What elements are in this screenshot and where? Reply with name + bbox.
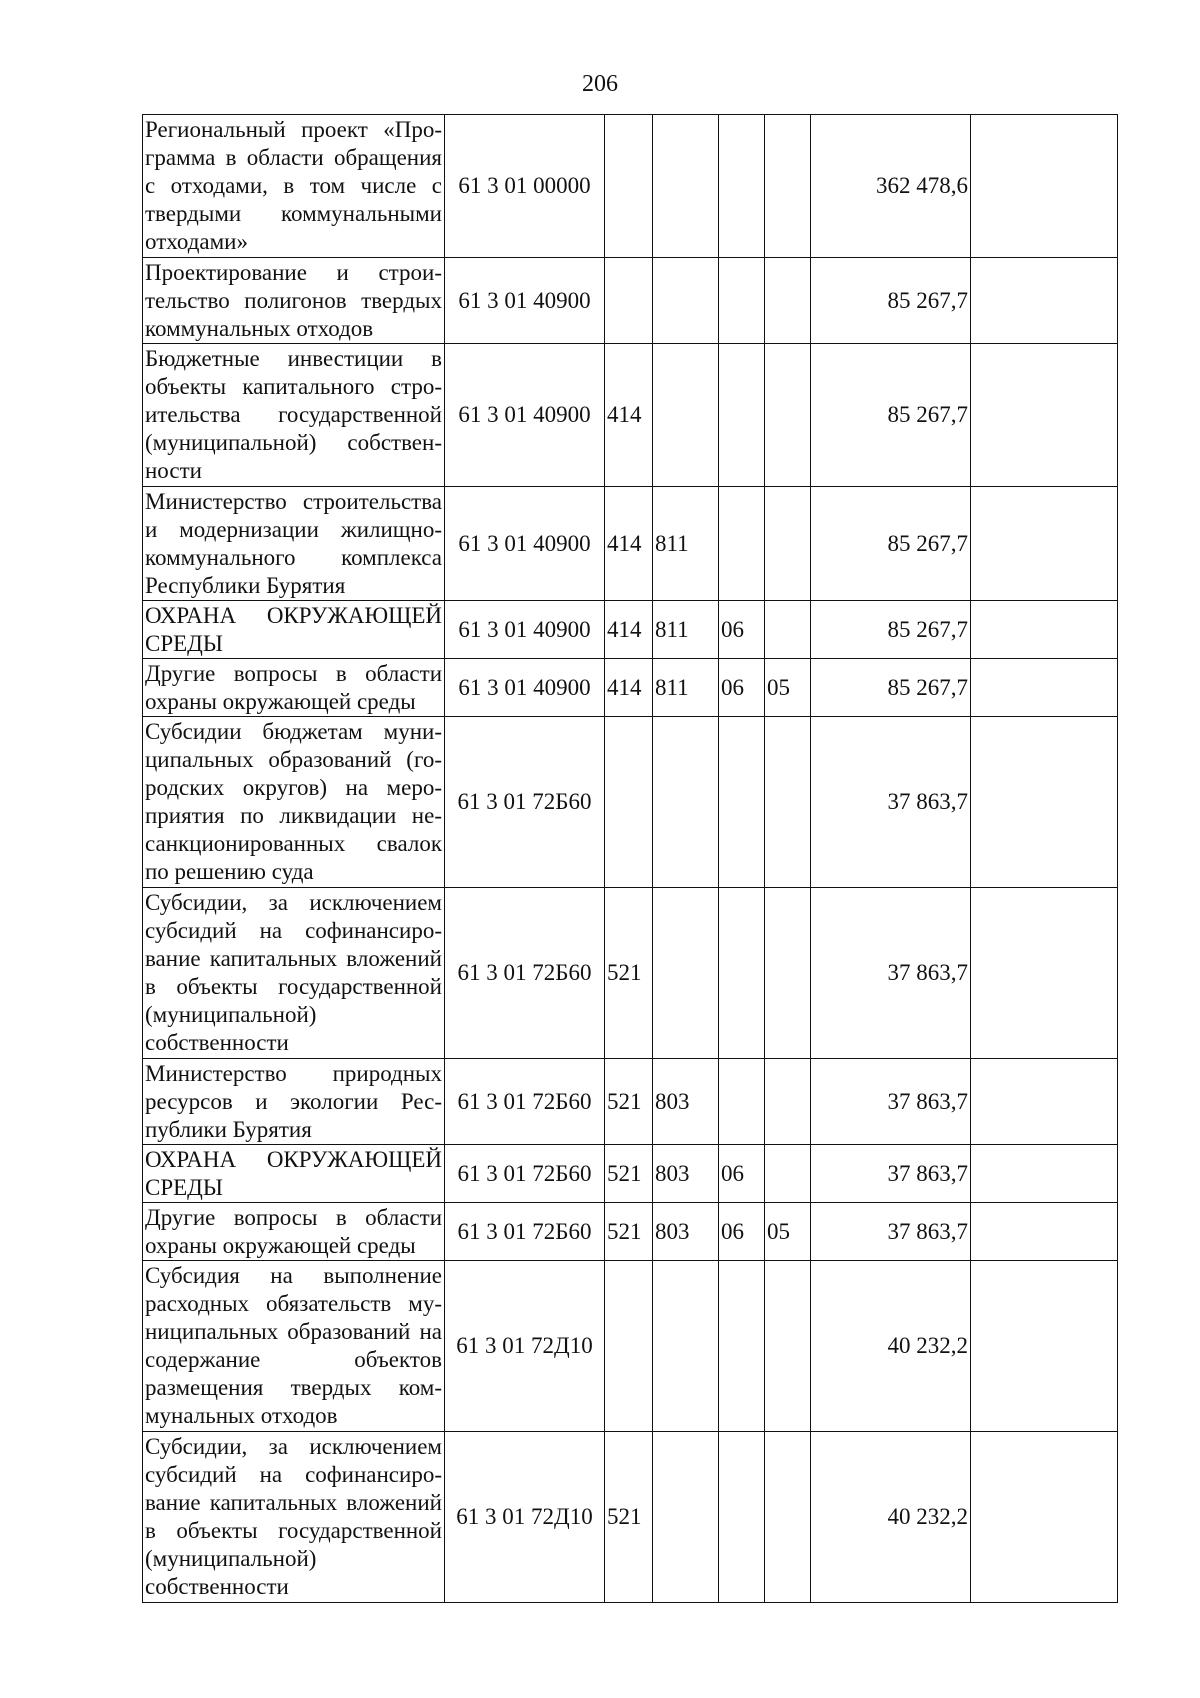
table-row (143, 487, 1118, 601)
amount: 85 267,7 (811, 258, 971, 344)
table-row (143, 1432, 1118, 1603)
empty-cell (971, 1059, 1118, 1145)
table-row (143, 1059, 1118, 1145)
empty-cell (971, 888, 1118, 1059)
ministry-code: 811 (653, 659, 719, 717)
section-code (719, 1261, 765, 1432)
target-code: 61 3 01 40900 (445, 344, 605, 487)
ministry-code: 803 (653, 1145, 719, 1203)
section-code (719, 1432, 765, 1603)
table-row (143, 601, 1118, 659)
ministry-code (653, 1432, 719, 1603)
ministry-code: 803 (653, 1203, 719, 1261)
section-code (719, 888, 765, 1059)
row-name: Региональный проект «Программа в области обращения с отходами, в том числе с твердыми коммунальными отходами» (143, 115, 445, 258)
amount: 37 863,7 (811, 1203, 971, 1261)
subsection-code (765, 601, 811, 659)
empty-cell (971, 717, 1118, 888)
row-name: Министерство природных ресурсов и экологии Республики Бурятия (143, 1059, 445, 1145)
amount: 37 863,7 (811, 888, 971, 1059)
budget-table (142, 114, 1118, 1603)
target-code: 61 3 01 72Б60 (445, 1059, 605, 1145)
section-code: 06 (719, 1203, 765, 1261)
target-code: 61 3 01 72Б60 (445, 888, 605, 1059)
page-number: 206 (582, 71, 618, 97)
row-name: ОХРАНА ОКРУЖАЮЩЕЙ СРЕДЫ (143, 1145, 445, 1203)
amount: 40 232,2 (811, 1432, 971, 1603)
section-code (719, 1059, 765, 1145)
expense-type: 521 (605, 1203, 653, 1261)
empty-cell (971, 344, 1118, 487)
amount: 37 863,7 (811, 717, 971, 888)
target-code: 61 3 01 40900 (445, 258, 605, 344)
expense-type (605, 115, 653, 258)
table-row (143, 258, 1118, 344)
expense-type: 521 (605, 1432, 653, 1603)
empty-cell (971, 659, 1118, 717)
target-code: 61 3 01 72Б60 (445, 717, 605, 888)
target-code: 61 3 01 00000 (445, 115, 605, 258)
empty-cell (971, 1432, 1118, 1603)
ministry-code (653, 717, 719, 888)
table-row (143, 1203, 1118, 1261)
table-row (143, 1145, 1118, 1203)
empty-cell (971, 487, 1118, 601)
empty-cell (971, 1261, 1118, 1432)
amount: 37 863,7 (811, 1145, 971, 1203)
row-name: Другие вопросы в области охраны окружающей среды (143, 1203, 445, 1261)
subsection-code (765, 1432, 811, 1603)
row-name: ОХРАНА ОКРУЖАЮЩЕЙ СРЕДЫ (143, 601, 445, 659)
subsection-code (765, 487, 811, 601)
ministry-code (653, 1261, 719, 1432)
amount: 85 267,7 (811, 487, 971, 601)
row-name: Другие вопросы в области охраны окружающей среды (143, 659, 445, 717)
expense-type: 414 (605, 487, 653, 601)
ministry-code (653, 115, 719, 258)
ministry-code: 811 (653, 487, 719, 601)
amount: 85 267,7 (811, 601, 971, 659)
section-code (719, 258, 765, 344)
empty-cell (971, 1145, 1118, 1203)
row-name: Субсидии, за исключением субсидий на софинансирование капитальных вложений в объекты государственной (муниципальной) собственности (143, 888, 445, 1059)
target-code: 61 3 01 40900 (445, 659, 605, 717)
target-code: 61 3 01 72Д10 (445, 1261, 605, 1432)
subsection-code (765, 888, 811, 1059)
subsection-code (765, 717, 811, 888)
section-code (719, 487, 765, 601)
table-row (143, 659, 1118, 717)
section-code: 06 (719, 1145, 765, 1203)
empty-cell (971, 115, 1118, 258)
row-name: Министерство строительства и модернизации жилищно-коммунального комплекса Республики Бурятия (143, 487, 445, 601)
amount: 85 267,7 (811, 344, 971, 487)
subsection-code: 05 (765, 659, 811, 717)
table-row (143, 1261, 1118, 1432)
row-name: Субсидия на выполнение расходных обязательств муниципальных образований на содержание объектов размещения твердых коммунальных отходов (143, 1261, 445, 1432)
expense-type (605, 1261, 653, 1432)
target-code: 61 3 01 72Б60 (445, 1145, 605, 1203)
subsection-code (765, 1261, 811, 1432)
row-name: Субсидии, за исключением субсидий на софинансирование капитальных вложений в объекты государственной (муниципальной) собственности (143, 1432, 445, 1603)
subsection-code: 05 (765, 1203, 811, 1261)
table-row (143, 344, 1118, 487)
ministry-code: 811 (653, 601, 719, 659)
table-row (143, 717, 1118, 888)
expense-type: 521 (605, 888, 653, 1059)
ministry-code (653, 258, 719, 344)
expense-type: 414 (605, 659, 653, 717)
subsection-code (765, 344, 811, 487)
row-name: Бюджетные инвестиции в объекты капитального строительства государственной (муниципальной) собственности (143, 344, 445, 487)
amount: 40 232,2 (811, 1261, 971, 1432)
section-code (719, 717, 765, 888)
table-body (143, 115, 1118, 1603)
empty-cell (971, 258, 1118, 344)
ministry-code (653, 888, 719, 1059)
empty-cell (971, 1203, 1118, 1261)
subsection-code (765, 1145, 811, 1203)
subsection-code (765, 1059, 811, 1145)
expense-type (605, 258, 653, 344)
expense-type: 414 (605, 344, 653, 487)
section-code: 06 (719, 659, 765, 717)
target-code: 61 3 01 40900 (445, 487, 605, 601)
target-code: 61 3 01 72Б60 (445, 1203, 605, 1261)
ministry-code: 803 (653, 1059, 719, 1145)
row-name: Субсидии бюджетам муниципальных образований (городских округов) на мероприятия по ликвидации несанкционированных свалок по решению суда (143, 717, 445, 888)
subsection-code (765, 258, 811, 344)
subsection-code (765, 115, 811, 258)
expense-type: 521 (605, 1145, 653, 1203)
table-row (143, 888, 1118, 1059)
expense-type: 414 (605, 601, 653, 659)
expense-type (605, 717, 653, 888)
amount: 37 863,7 (811, 1059, 971, 1145)
target-code: 61 3 01 40900 (445, 601, 605, 659)
section-code (719, 344, 765, 487)
amount: 362 478,6 (811, 115, 971, 258)
target-code: 61 3 01 72Д10 (445, 1432, 605, 1603)
section-code: 06 (719, 601, 765, 659)
ministry-code (653, 344, 719, 487)
table-row (143, 115, 1118, 258)
section-code (719, 115, 765, 258)
empty-cell (971, 601, 1118, 659)
expense-type: 521 (605, 1059, 653, 1145)
row-name: Проектирование и строительство полигонов твердых коммунальных отходов (143, 258, 445, 344)
amount: 85 267,7 (811, 659, 971, 717)
